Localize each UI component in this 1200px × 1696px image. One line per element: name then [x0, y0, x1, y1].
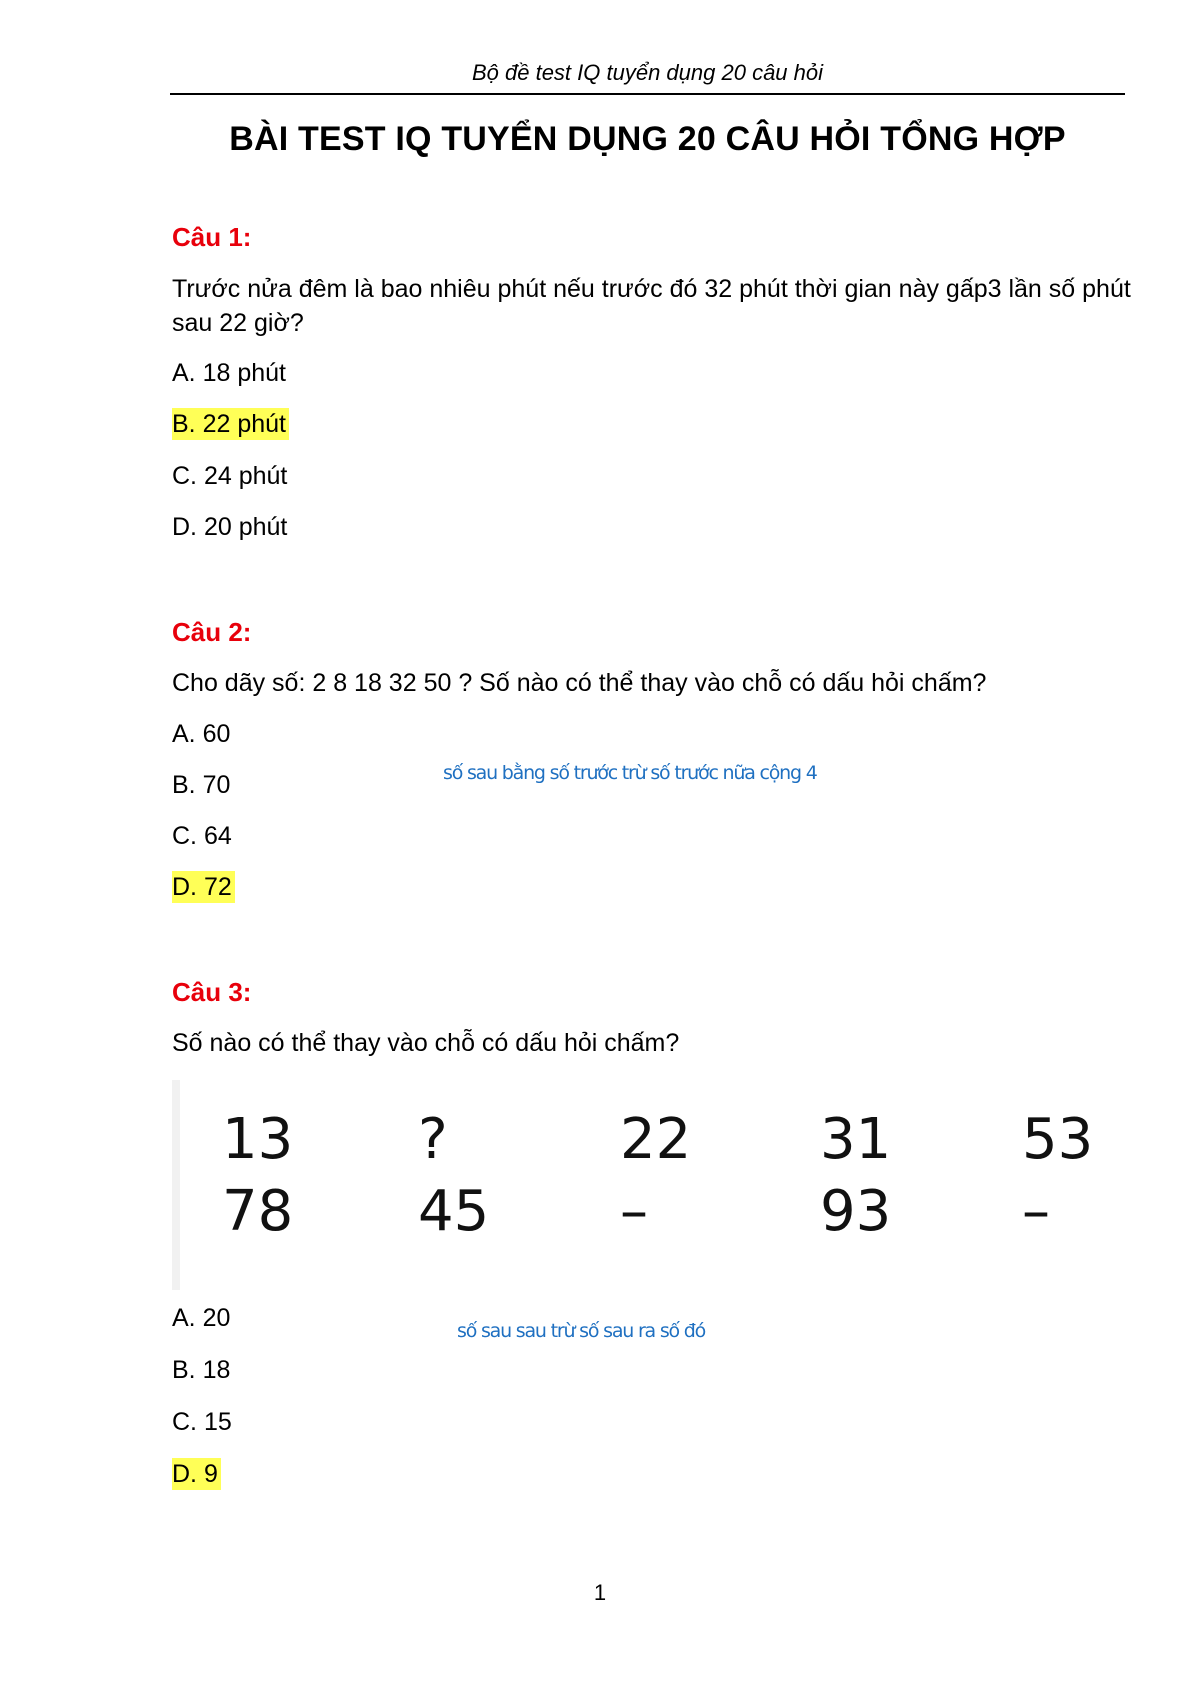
grid-cell-r2-c2: 45: [418, 1179, 490, 1244]
question-1-option-d: D. 20 phút: [172, 513, 288, 541]
running-header: Bộ đề test IQ tuyển dụng 20 câu hỏi: [471, 60, 824, 85]
question-1-label: Câu 1:: [172, 222, 252, 252]
document-title: BÀI TEST IQ TUYỂN DỤNG 20 CÂU HỎI TỔNG HỢP: [229, 120, 1066, 158]
grid-cell-r2-c3: –: [620, 1179, 648, 1244]
question-3-option-a: A. 20: [172, 1304, 231, 1332]
question-2-option-a: A. 60: [172, 720, 231, 748]
question-2-text: Cho dãy số: 2 8 18 32 50 ? Số nào có thể thay vào chỗ có dấu hỏi chấm?: [172, 669, 987, 697]
grid-cell-r2-c1: 78: [222, 1179, 294, 1244]
question-2-option-b: B. 70: [172, 771, 231, 799]
question-2-note: số sau bằng số trước trừ số trước nữa cộng 4: [443, 762, 817, 784]
grid-cell-r1-c2: ?: [418, 1107, 448, 1172]
question-1-text: Trước nửa đêm là bao nhiêu phút nếu trước đó 32 phút thời gian này gấp3 lần số phút sau 22 giờ?: [172, 275, 1131, 337]
question-1-option-c: C. 24 phút: [172, 462, 288, 490]
question-2-label: Câu 2:: [172, 617, 252, 647]
question-1-option-b-highlighted: B. 22 phút: [172, 408, 289, 440]
grid-cell-r2-c4: 93: [820, 1179, 892, 1244]
question-2-option-c: C. 64: [172, 822, 232, 850]
question-3-text: Số nào có thể thay vào chỗ có dấu hỏi chấm?: [172, 1029, 680, 1057]
grid-cell-r1-c1: 13: [222, 1107, 294, 1172]
question-3-option-d-highlighted: D. 9: [172, 1458, 221, 1490]
question-1-option-a: A. 18 phút: [172, 359, 286, 387]
grid-cell-r1-c4: 31: [820, 1107, 892, 1172]
number-grid-image: [172, 1080, 1130, 1290]
grid-cell-r2-c5: –: [1022, 1179, 1050, 1244]
question-3-note: số sau sau trừ số sau ra số đó: [457, 1320, 706, 1342]
header-divider: [170, 93, 1125, 95]
question-3-option-b: B. 18: [172, 1356, 231, 1384]
grid-cell-r1-c3: 22: [620, 1107, 692, 1172]
question-3-label: Câu 3:: [172, 977, 252, 1007]
page-number: 1: [593, 1580, 607, 1605]
question-2-option-d-highlighted: D. 72: [172, 871, 235, 903]
question-3-option-c: C. 15: [172, 1408, 232, 1436]
grid-cell-r1-c5: 53: [1022, 1107, 1094, 1172]
